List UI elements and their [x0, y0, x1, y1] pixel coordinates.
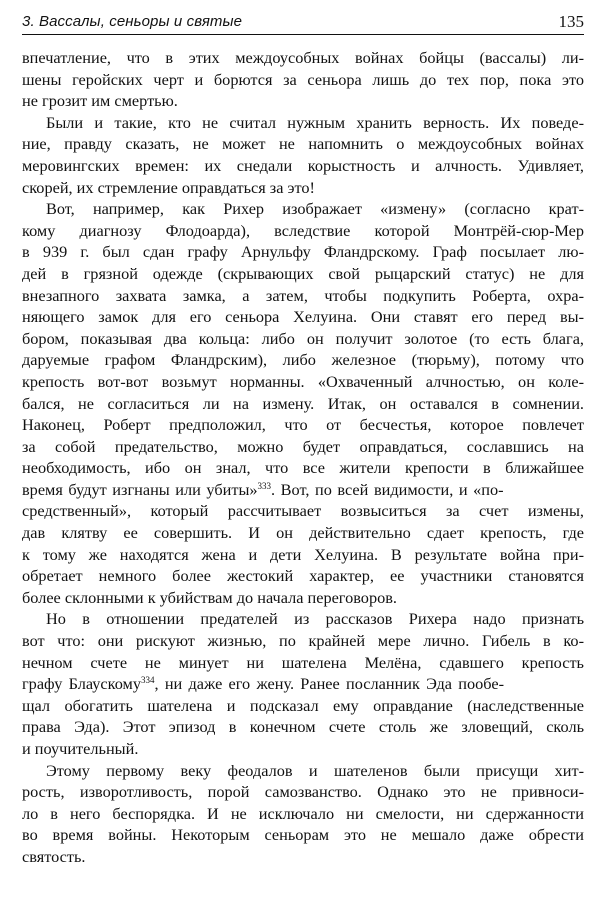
- text-line: внезапного захвата замка, а затем, чтобы подкупить Роберта, охра-: [22, 285, 584, 305]
- text-line: кому диагнозу Флодоарда), вследствие которой Монтрёй-сюр-Мер: [22, 220, 584, 240]
- text-line: к тому же находятся жена и дети Хелуина. В результате война при-: [22, 544, 584, 564]
- text-line: бором, показывая два кольца: либо он получит золотое (то есть блага,: [22, 328, 584, 348]
- text-line: Наконец, Роберт предположил, что от бесчестья, которое повлечет: [22, 415, 584, 435]
- text-line: не грозит им смертью.: [22, 91, 178, 111]
- text-line: крепость вот-вот возьмут норманны. «Охваченный алчностью, он коле-: [22, 371, 584, 391]
- text-segment: , ни даже его жену. Ранее посланник Эда пообе-: [154, 674, 505, 694]
- text-line: нечном счете не минует ни шателена Мелёна, сдавшего крепость: [22, 652, 584, 672]
- text-line: няющего замок для его сеньора Хелуина. Они ставят его перед вы-: [22, 307, 584, 327]
- text-line: скорей, их стремление оправдаться за это!: [22, 177, 315, 197]
- text-line: дей в грязной одежде (скрывающих свой рыцарский статус) не для: [22, 263, 584, 283]
- text-line: обретает немного более жестокий характер, ее участники становятся: [22, 566, 584, 586]
- text-line: за собой предательство, можно будет оправдаться, сославшись на: [22, 436, 584, 456]
- text-line-with-footnote: [22, 479, 584, 501]
- text-line: и поучительный.: [22, 739, 139, 758]
- text-line: ние, правду сказать, не может не напомнить о междоусобных войнах: [22, 134, 584, 154]
- paragraph-start: Этому первому веку феодалов и шателенов были присущи хит-: [46, 760, 584, 780]
- text-segment: время будут изгнаны или убиты»: [22, 479, 258, 499]
- chapter-title: 3. Вассалы, сеньоры и святые: [22, 13, 243, 30]
- text-line: рость, изворотливость, порой самозванство. Однако это не привноси-: [22, 782, 584, 802]
- paragraph-start: Были и такие, кто не считал нужным хранить верность. Их поведе-: [46, 112, 584, 132]
- footnote-ref-333[interactable]: 333: [257, 480, 272, 491]
- text-line: в 939 г. был сдан графу Арнульфу Фландрскому. Граф посылает лю-: [22, 242, 584, 262]
- text-segment: графу Блаускому: [22, 674, 141, 694]
- text-line: бался, не согласиться ли на измену. Итак, он оставался в сомнении.: [22, 393, 584, 413]
- text-line-with-footnote: [22, 673, 584, 695]
- text-line: меровингских времен: их снедали корыстность и алчность. Удивляет,: [22, 155, 584, 175]
- text-line: щал обогатить шателена и подсказал ему оправдание (наследственные: [22, 695, 584, 715]
- text-segment: . Вот, по всей видимости, и «по-: [271, 479, 504, 499]
- paragraph-start: Вот, например, как Рихер изображает «измену» (согласно крат-: [46, 199, 584, 219]
- text-line: святость.: [22, 846, 86, 866]
- page-number: 135: [558, 12, 584, 31]
- text-line: даруемые графом Фландрским), либо железное (тюрьму), потому что: [22, 350, 584, 370]
- text-line: во время войны. Некоторым сеньорам это не мешало даже обрести: [22, 825, 584, 845]
- text-line: средственный», который рассчитывает возвыситься за счет измены,: [22, 501, 584, 521]
- text-line: необходимость, ибо он знал, что все жители крепости в ближайшее: [22, 458, 584, 478]
- text-line: шены геройских черт и борются за сеньора лишь до тех пор, пока это: [22, 69, 584, 89]
- text-line: впечатление, что в этих междоусобных войнах бойцы (вассалы) ли-: [22, 48, 584, 67]
- text-line: вот что: они рискуют жизнью, по крайней мере лично. Гибель в ко-: [22, 631, 584, 651]
- text-line: права Эда). Этот эпизод в конечном счете столь же зловещий, сколь: [22, 717, 584, 737]
- text-line: более склонными к убийствам до начала переговоров.: [22, 587, 397, 607]
- footnote-ref-334[interactable]: 334: [140, 675, 155, 686]
- body-text: [22, 47, 584, 868]
- text-line: дав клятву ее совершить. И он действительно сдает крепость, где: [22, 523, 584, 543]
- running-head: [22, 10, 584, 35]
- paragraph-start: Но в отношении предателей из рассказов Рихера надо признать: [46, 609, 584, 629]
- text-line: ло в него беспорядка. И не исключало ни смелости, ни сдержанности: [22, 803, 584, 823]
